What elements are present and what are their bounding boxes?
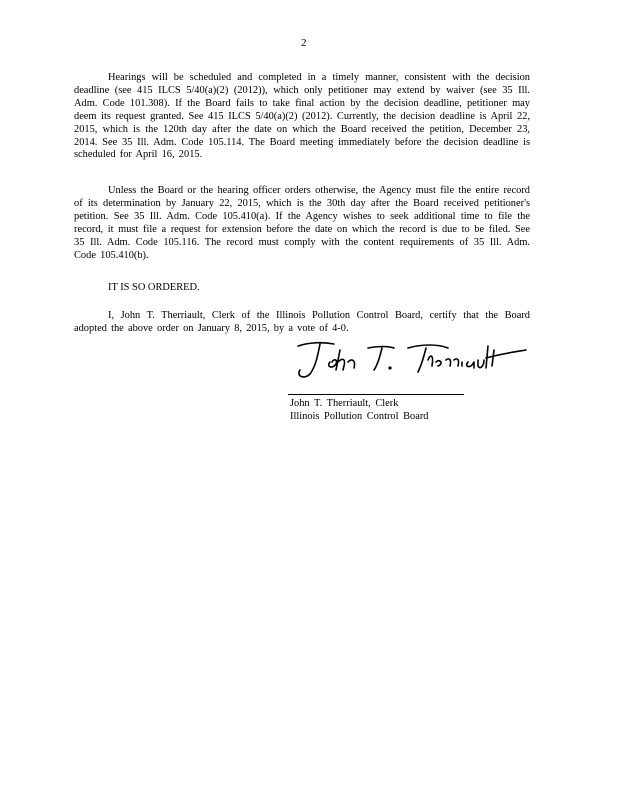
certification-paragraph: I, John T. Therriault, Clerk of the Illinois Pollution Control Board, certify that the Board adopted the above order on January 8, 2015, by a vote of 4-0.	[74, 310, 530, 334]
handwritten-signature	[290, 336, 530, 380]
order-statement: IT IS SO ORDERED.	[108, 282, 200, 293]
hearings-paragraph: Hearings will be scheduled and completed in a timely manner, consistent with the decision deadline (see 415 ILCS 5/40(a)(2) (2012)), which only petitioner may extend by waiver (see 35 Ill. Adm. Code 101.308). If the Board fails to take final action by the decision deadline, petitioner may deem its request granted. See 415 ILCS 5/40(a)(2) (2012). Currently, the decision deadline is April 22, 2015, which is the 120th day after the date on which the Board received the petition, December 23, 2014. See 35 Ill. Adm. Code 105.114. The Board meeting immediately before the decision deadline is scheduled for April 16, 2015.	[74, 72, 530, 161]
page-number: 2	[301, 37, 307, 49]
board-name: Illinois Pollution Control Board	[290, 411, 429, 422]
clerk-name-title: John T. Therriault, Clerk	[290, 398, 399, 409]
record-paragraph: Unless the Board or the hearing officer orders otherwise, the Agency must file the entire record of its determination by January 22, 2015, which is the 30th day after the Board received petitioner's petition. See 35 Ill. Adm. Code 105.410(a). If the Agency wishes to seek additional time to file the record, it must file a request for extension before the date on which the record is due to be filed. See 35 Ill. Adm. Code 105.116. The record must comply with the content requirements of 35 Ill. Adm. Code 105.410(b).	[74, 185, 530, 261]
signature-line	[288, 394, 464, 395]
